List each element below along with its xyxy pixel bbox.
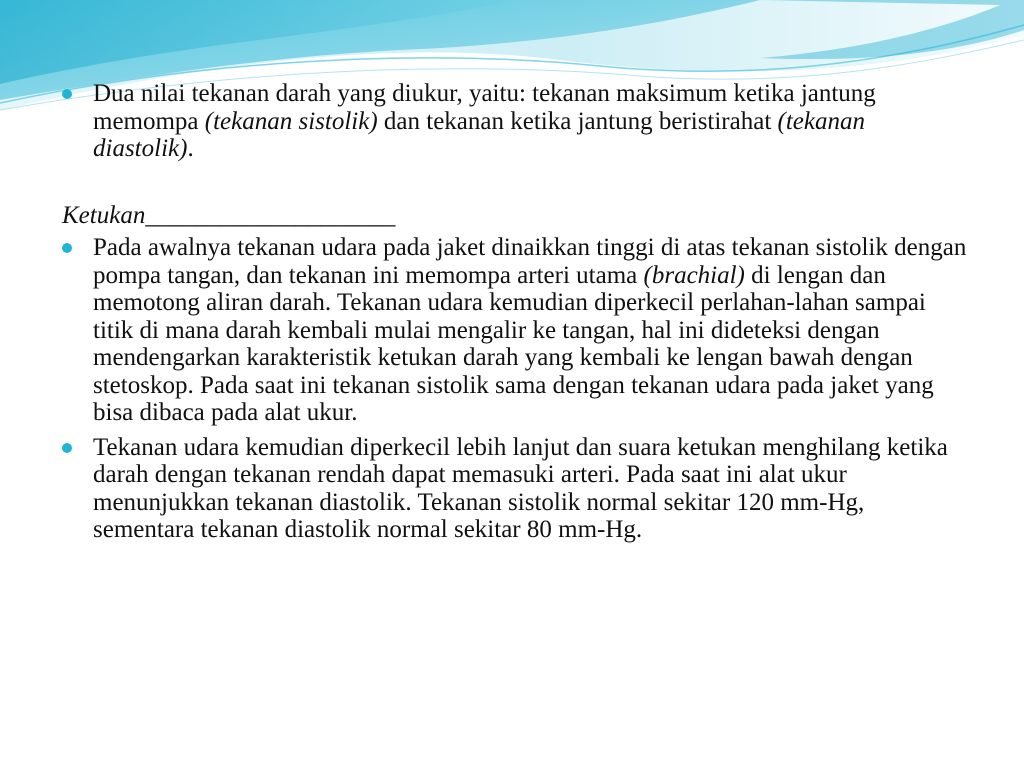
slide-content <box>62 80 967 544</box>
text-run: Pada awalnya tekanan udara pada jaket dinaikkan tinggi di atas tekanan sistolik dengan pompa tangan, dan tekanan ini memompa arteri utama <box>93 234 967 289</box>
bullet-icon <box>62 443 72 453</box>
bullet-icon <box>62 89 72 99</box>
text-run: dan tekanan ketika jantung beristirahat <box>377 107 778 135</box>
bullet-icon <box>62 243 72 253</box>
text-run-italic: (tekanan sistolik) <box>204 107 378 135</box>
bullet-paragraph-diastolic <box>62 434 967 544</box>
text-run: . <box>187 135 194 162</box>
text-run: Dua nilai tekanan darah yang diukur, yaitu: tekanan maksimum ketika jantung memompa <box>93 80 876 135</box>
bullet-paragraph-blood-pressure <box>62 80 967 163</box>
section-label-ketukan: Ketukan____________________ <box>62 201 396 229</box>
text-run-italic: (brachial) <box>643 261 745 289</box>
text-run: di lengan dan memotong aliran darah. Tekanan udara kemudian diperkecil perlahan-lahan sampai titik di mana darah kembali mulai mengalir ke tangan, hal ini dideteksi dengan mendengarkan karakteristik ketukan darah yang kembali ke lengan bawah dengan stetoskop. Pada saat ini tekanan sistolik sama dengan tekanan udara pada jaket yang bisa dibaca pada alat ukur. <box>93 261 934 426</box>
text-run-italic: (tekanan diastolik) <box>93 107 865 162</box>
bullet-paragraph-cuff-inflation <box>62 234 967 427</box>
text-run: Tekanan udara kemudian diperkecil lebih lanjut dan suara ketukan menghilang ketika darah dengan tekanan rendah dapat memasuki arteri. Pada saat ini alat ukur menunjukkan tekanan diastolik. Tekanan sistolik normal sekitar 120 mm-Hg, sementara tekanan diastolik normal sekitar 80 mm-Hg. <box>93 433 948 543</box>
